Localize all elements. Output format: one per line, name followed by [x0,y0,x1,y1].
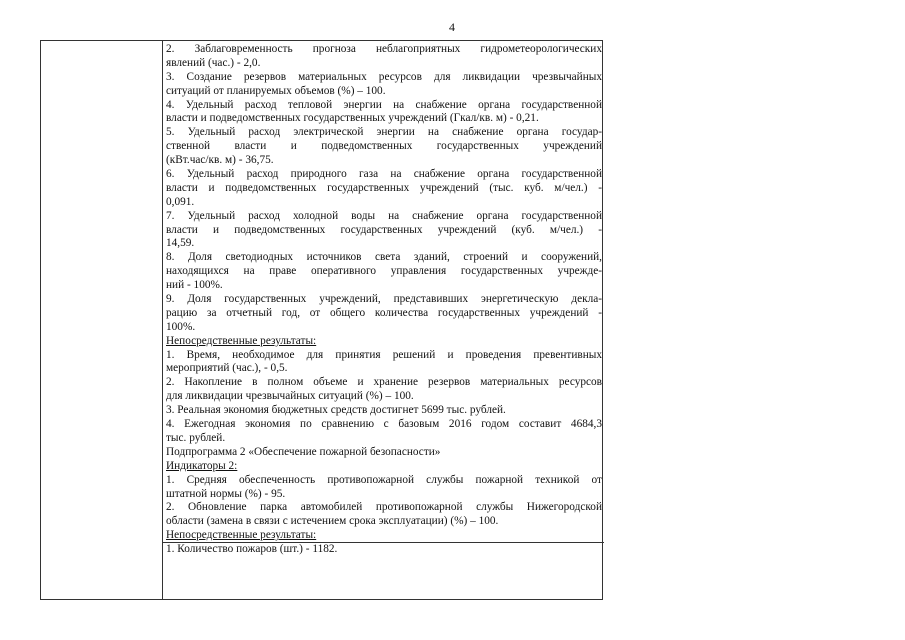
text-line [166,362,602,376]
text-line-content: 2. Обновление парка автомобилей противопожарной службы Нижегородской [166,501,602,514]
text-line [166,57,602,71]
text-line-content: 7. Удельный расход холодной воды на снабжение органа государственной [166,209,602,222]
row-divider [162,542,604,543]
text-line [166,307,602,321]
text-line [166,293,602,307]
text-line [166,85,602,99]
text-line-content: 5. Удельный расход электрической энергии на снабжение органа государ- [166,126,602,139]
text-line [166,515,602,529]
section-heading [166,460,602,474]
text-line [166,99,602,113]
text-line-content: находящихся на праве оперативного управления государственных учрежде- [166,265,602,278]
text-line-content: 1. Количество пожаров (шт.) - 1182. [166,543,338,556]
text-line-content: ний - 100%. [166,279,223,292]
text-line-content: 9. Доля государственных учреждений, представивших энергетическую декла- [166,293,602,306]
text-line-content: Непосредственные результаты: [166,529,317,542]
text-line [166,71,602,85]
text-line-content: 1. Время, необходимое для принятия решений и проведения превентивных [166,348,602,361]
text-line-content: 3. Реальная экономия бюджетных средств достигнет 5699 тыс. рублей. [166,404,506,417]
text-line [166,543,602,557]
text-line [166,279,602,293]
text-line-content: власти и подведомственных государственных учреждений (куб. м/чел.) - [166,223,602,236]
text-line [166,418,602,432]
text-line [166,488,602,502]
text-line-content: 14,59. [166,237,195,250]
text-line-content: 1. Средняя обеспеченность противопожарной службы пожарной техникой от [166,473,602,486]
text-line-content: власти и подведомственных государственных учреждений (тыс. куб. м/чел.) - [166,181,602,194]
text-line-content: 4. Удельный расход тепловой энергии на снабжение органа государственной [166,98,602,111]
page-number: 4 [449,20,455,34]
text-line [166,196,602,210]
document-table [40,40,603,600]
text-line-content: рацию за отчетный год, от общего количества государственных учреждений - [166,306,602,319]
text-line [166,376,602,390]
text-line [166,432,602,446]
text-line-content: ситуаций от планируемых объемов (%) – 100. [166,84,386,97]
indicators-cell [166,43,602,557]
text-line [166,182,602,196]
section-heading [166,335,602,349]
text-line-content: власти и подведомственных государственных учреждений (Гкал/кв. м) - 0,21. [166,112,539,125]
text-line [166,210,602,224]
text-line-content: 100%. [166,320,196,333]
text-line-content: Индикаторы 2: [166,459,238,472]
text-line [166,501,602,515]
text-line-content: штатной нормы (%) - 95. [166,487,286,500]
text-line [166,265,602,279]
section-heading [166,529,602,543]
text-line-content: 4. Ежегодная экономия по сравнению с базовым 2016 годом составит 4684,3 [166,418,602,431]
text-line-content: 6. Удельный расход природного газа на снабжение органа государственной [166,168,602,181]
text-line [166,251,602,265]
text-line-content: для ликвидации чрезвычайных ситуаций (%) – 100. [166,390,414,403]
text-line [166,446,602,460]
text-line [166,140,602,154]
text-line-content: Непосредственные результаты: [166,334,317,347]
text-line-content: тыс. рублей. [166,431,226,444]
text-line [166,112,602,126]
text-line-content: 2. Накопление в полном объеме и хранение резервов материальных ресурсов [166,376,602,389]
text-line-content: 8. Доля светодиодных источников света зданий, строений и сооружений, [166,251,602,264]
column-divider [162,41,163,599]
text-line-content: области (замена в связи с истечением срока эксплуатации) (%) – 100. [166,515,499,528]
text-line [166,404,602,418]
text-line-content: (кВт.час/кв. м) - 36,75. [166,154,274,167]
text-line [166,321,602,335]
text-line [166,43,602,57]
text-line [166,349,602,363]
text-line-content: 0,091. [166,195,195,208]
text-line [166,126,602,140]
text-line-content: 3. Создание резервов материальных ресурсов для ликвидации чрезвычайных [166,70,602,83]
text-line [166,237,602,251]
text-line-content: явлений (час.) - 2,0. [166,56,261,69]
text-line-content: 2. Заблаговременность прогноза неблагоприятных гидрометеорологических [166,43,602,55]
text-line [166,224,602,238]
text-line-content: Подпрограмма 2 «Обеспечение пожарной безопасности» [166,445,441,458]
text-line-content: ственной власти и подведомственных государственных учреждений [166,140,602,153]
text-line [166,390,602,404]
text-line [166,168,602,182]
text-line [166,154,602,168]
text-line-content: мероприятий (час.), - 0,5. [166,362,288,375]
text-line [166,474,602,488]
